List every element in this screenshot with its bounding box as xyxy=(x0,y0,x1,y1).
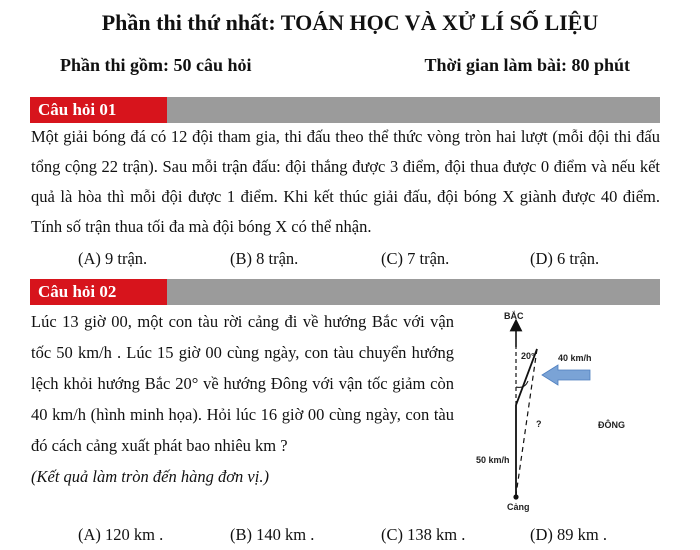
port-label: Cảng xyxy=(507,502,530,512)
speed1-label: 50 km/h xyxy=(476,455,510,465)
page-title: Phần thi thứ nhất: TOÁN HỌC VÀ XỬ LÍ SỐ LIỆU xyxy=(101,10,599,35)
q2-option-c[interactable]: (C) 138 km . xyxy=(381,525,466,544)
duration: Thời gian làm bài: 80 phút xyxy=(424,55,630,75)
q1-option-b[interactable]: (B) 8 trận. xyxy=(230,249,299,268)
speed2-label: 40 km/h xyxy=(558,353,592,363)
speed-arrow xyxy=(542,365,590,385)
return-dashed xyxy=(516,349,537,495)
question-1-bar xyxy=(30,97,660,123)
q1-option-c[interactable]: (C) 7 trận. xyxy=(381,249,450,268)
question-1-label: Câu hỏi 01 xyxy=(30,97,167,123)
q2-option-a[interactable]: (A) 120 km . xyxy=(78,525,164,544)
q1-option-d[interactable]: (D) 6 trận. xyxy=(530,249,600,268)
port-point xyxy=(513,494,518,499)
east-label: ĐÔNG xyxy=(598,420,625,430)
angle-label: 20° xyxy=(521,351,535,361)
question-2-main-text: Lúc 13 giờ 00, một con tàu rời cảng đi về hướng Bắc với vận tốc 50 km/h . Lúc 15 giờ 00 cùng ngày, con tàu chuyển hướng lệch khỏi hướng Bắc 20° về hướng Đông với vận tốc giảm còn 40 km/h (hình minh họa). Hỏi lúc 16 giờ 00 cùng ngày, con tàu đó cách cảng xuất phát bao nhiêu km ? xyxy=(31,312,454,455)
q2-option-b[interactable]: (B) 140 km . xyxy=(230,525,315,544)
north-label: BẮC xyxy=(504,311,524,321)
unknown-distance-label: ? xyxy=(536,419,542,429)
q1-option-a[interactable]: (A) 9 trận. xyxy=(78,249,148,268)
q2-option-d[interactable]: (D) 89 km . xyxy=(530,525,607,544)
ship-route-diagram xyxy=(470,305,670,520)
question-count: Phần thi gồm: 50 câu hỏi xyxy=(60,55,252,75)
question-1-text: Một giải bóng đá có 12 đội tham gia, thi đấu theo thể thức vòng tròn hai lượt (mỗi đội thi đấu tổng cộng 22 trận). Sau mỗi trận đấu: đội thắng được 3 điểm, đội thua được 0 điểm và nếu kết quả là hòa thì mỗi đội được 1 điểm. Khi kết thúc giải đấu, đội bóng X giành được 40 điểm. Tính số trận thua tối đa mà đội bóng X có thể nhận. xyxy=(31,127,660,236)
question-2-bar xyxy=(30,279,660,305)
question-2-note: (Kết quả làm tròn đến hàng đơn vị.) xyxy=(31,467,269,486)
question-2-text xyxy=(31,306,454,492)
question-2-label: Câu hỏi 02 xyxy=(30,279,167,305)
